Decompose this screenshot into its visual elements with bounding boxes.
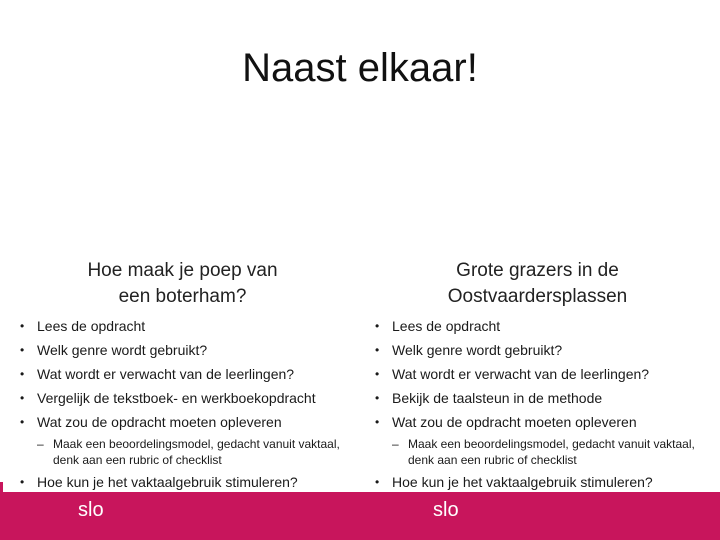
dash-icon: – xyxy=(392,437,399,451)
list-item-text: Vergelijk de tekstboek- en werkboekopdracht xyxy=(37,390,316,406)
left-bullet-list-end xyxy=(20,470,350,494)
slo-logo-right: slo xyxy=(433,499,459,521)
list-item-text: Lees de opdracht xyxy=(37,318,146,334)
list-item-text: Wat wordt er verwacht van de leerlingen? xyxy=(392,366,650,382)
left-column-title: Hoe maak je poep van een boterham? xyxy=(87,260,278,307)
list-item xyxy=(20,470,350,494)
bullet-icon: • xyxy=(375,415,380,429)
sub-list-item-text: Maak een beoordelingsmodel, gedacht vanuit vaktaal, denk aan een rubric of checklist xyxy=(408,437,695,467)
list-item xyxy=(20,386,350,410)
list-item-text: Wat zou de opdracht moeten opleveren xyxy=(392,414,637,430)
bullet-icon: • xyxy=(20,415,25,429)
list-item-text: Hoe kun je het vaktaalgebruik stimuleren? xyxy=(37,474,298,490)
list-item-text: Lees de opdracht xyxy=(392,318,501,334)
list-item-text: Hoe kun je het vaktaalgebruik stimuleren? xyxy=(392,474,653,490)
bullet-icon: • xyxy=(375,319,380,333)
list-item xyxy=(375,410,705,434)
bullet-icon: • xyxy=(375,343,380,357)
list-item xyxy=(375,470,705,494)
left-column xyxy=(20,258,350,494)
left-bullet-list xyxy=(20,314,350,434)
slide-title: Naast elkaar! xyxy=(242,46,478,90)
bullet-icon: • xyxy=(20,367,25,381)
right-column xyxy=(375,258,705,494)
list-item xyxy=(20,314,350,338)
dash-icon: – xyxy=(37,437,44,451)
list-item-text: Wat wordt er verwacht van de leerlingen? xyxy=(37,366,295,382)
footer-bar xyxy=(0,492,720,540)
bullet-icon: • xyxy=(375,391,380,405)
list-item xyxy=(20,338,350,362)
bullet-icon: • xyxy=(20,319,25,333)
list-item-text: Welk genre wordt gebruikt? xyxy=(392,342,563,358)
list-item xyxy=(20,362,350,386)
list-item-text: Wat zou de opdracht moeten opleveren xyxy=(37,414,282,430)
right-bullet-list-end xyxy=(375,470,705,494)
bullet-icon: • xyxy=(20,475,25,489)
sub-list-item xyxy=(375,436,705,468)
list-item xyxy=(375,362,705,386)
list-item-text: Bekijk de taalsteun in de methode xyxy=(392,390,603,406)
list-item xyxy=(375,386,705,410)
slo-logo-left: slo xyxy=(78,499,104,521)
sub-list-item xyxy=(20,436,350,468)
bullet-icon: • xyxy=(375,475,380,489)
bullet-icon: • xyxy=(20,343,25,357)
sub-list-item-text: Maak een beoordelingsmodel, gedacht vanuit vaktaal, denk aan een rubric of checklist xyxy=(53,437,340,467)
list-item xyxy=(20,410,350,434)
bullet-icon: • xyxy=(20,391,25,405)
list-item-text: Welk genre wordt gebruikt? xyxy=(37,342,208,358)
list-item xyxy=(375,314,705,338)
right-column-title: Grote grazers in de Oostvaardersplassen xyxy=(447,260,628,307)
bullet-icon: • xyxy=(375,367,380,381)
list-item xyxy=(375,338,705,362)
right-bullet-list xyxy=(375,314,705,434)
